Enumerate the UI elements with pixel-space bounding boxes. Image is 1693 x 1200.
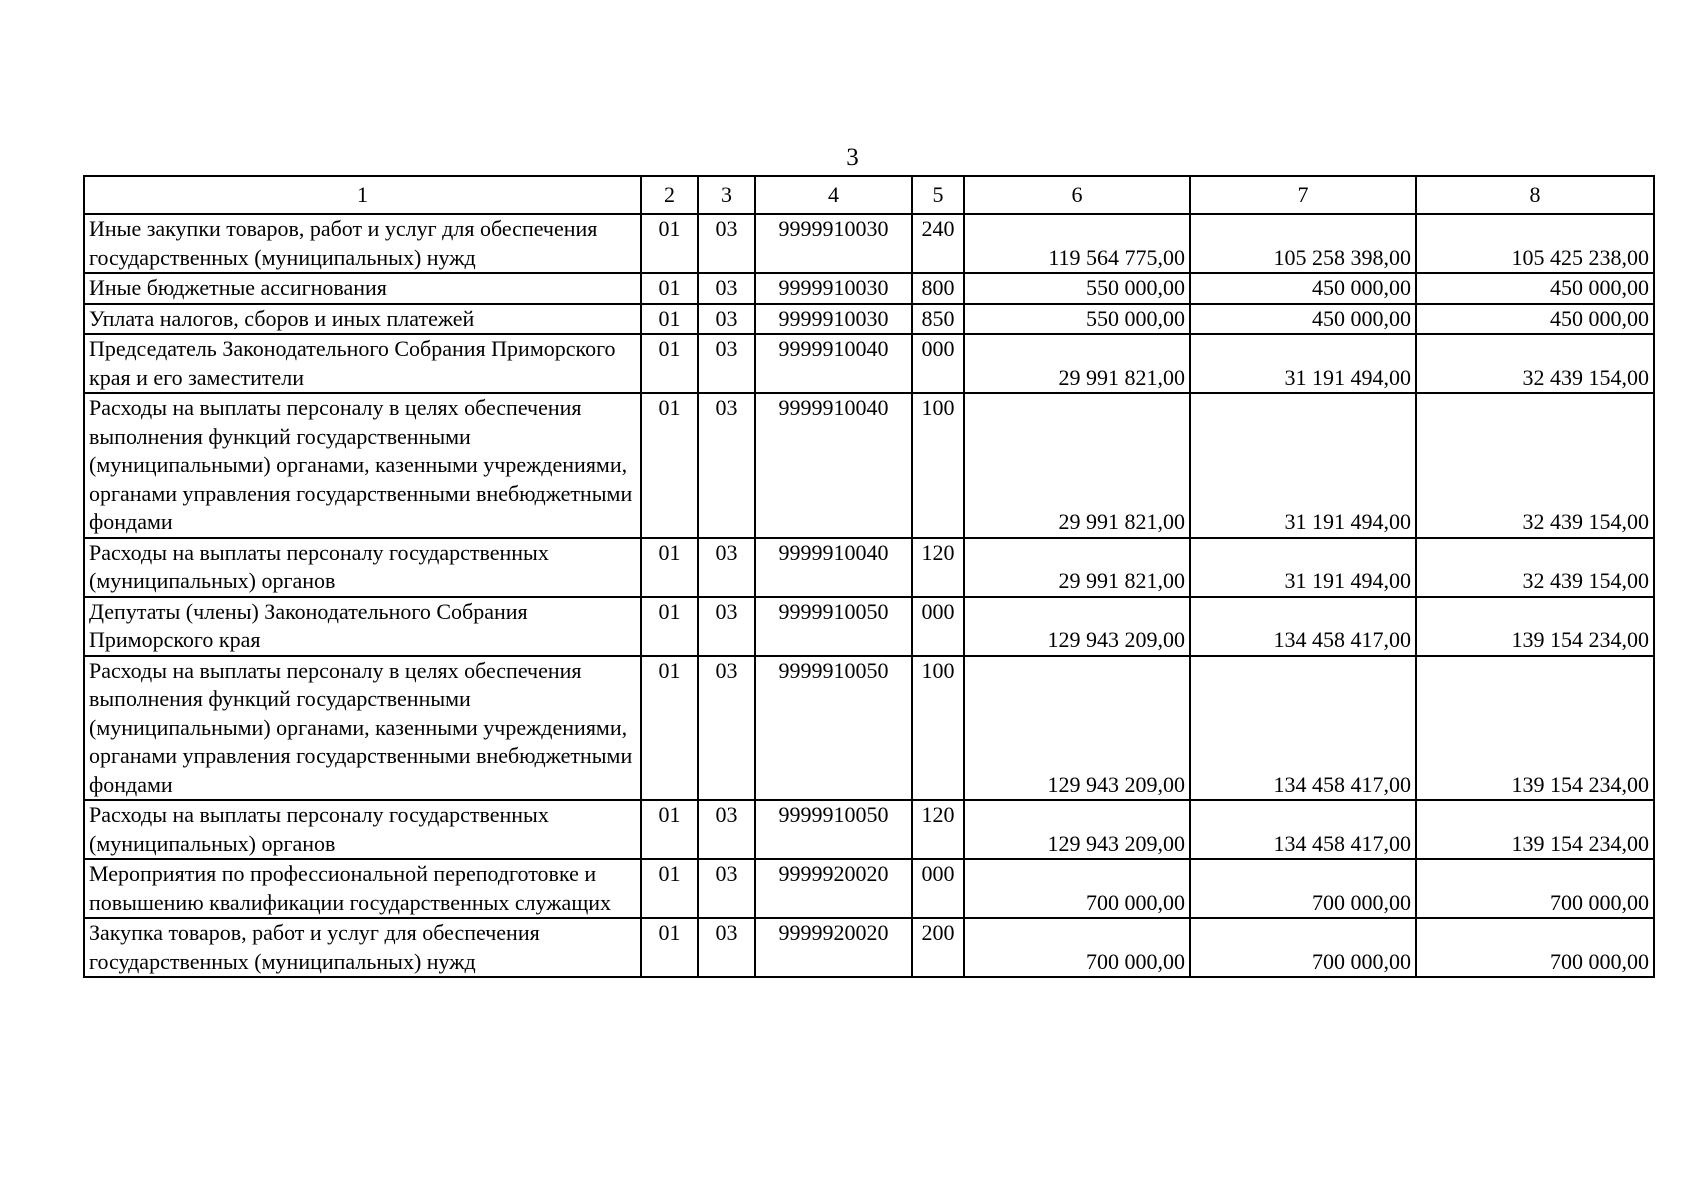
- column-header-8: 8: [1416, 176, 1654, 214]
- row-amount-cell-7: 134 458 417,00: [1190, 597, 1416, 656]
- row-name-cell: Иные бюджетные ассигнования: [84, 273, 641, 304]
- row-expense-type-cell: 100: [912, 393, 964, 538]
- row-section-cell: 01: [641, 273, 698, 304]
- row-amount-cell-6: 129 943 209,00: [964, 597, 1190, 656]
- row-amount-cell-6: 700 000,00: [964, 918, 1190, 977]
- row-name-cell: Расходы на выплаты персоналу государственных (муниципальных) органов: [84, 800, 641, 859]
- table-row: [84, 656, 1654, 801]
- row-name-cell: Мероприятия по профессиональной переподготовке и повышению квалификации государственных служащих: [84, 859, 641, 918]
- row-amount-cell-6: 700 000,00: [964, 859, 1190, 918]
- row-expense-type-cell: 800: [912, 273, 964, 304]
- row-amount-cell-6: 129 943 209,00: [964, 656, 1190, 801]
- table-header-row: [84, 176, 1654, 214]
- column-header-4: 4: [755, 176, 912, 214]
- row-amount-cell-8: 700 000,00: [1416, 859, 1654, 918]
- row-name-cell: Расходы на выплаты персоналу в целях обеспечения выполнения функций государственными (муниципальными) органами, казенными учреждениями, органами управления государственными внебюджетными фондами: [84, 656, 641, 801]
- row-amount-cell-8: 700 000,00: [1416, 918, 1654, 977]
- column-header-2: 2: [641, 176, 698, 214]
- table-row: [84, 393, 1654, 538]
- row-amount-cell-7: 450 000,00: [1190, 273, 1416, 304]
- row-amount-cell-6: 550 000,00: [964, 273, 1190, 304]
- row-target-article-cell: 9999910040: [755, 393, 912, 538]
- row-amount-cell-6: 129 943 209,00: [964, 800, 1190, 859]
- row-amount-cell-6: 29 991 821,00: [964, 538, 1190, 597]
- page-number: 3: [846, 144, 859, 171]
- table-row: [84, 918, 1654, 977]
- row-section-cell: 01: [641, 538, 698, 597]
- row-subsection-cell: 03: [698, 334, 755, 393]
- row-amount-cell-8: 450 000,00: [1416, 273, 1654, 304]
- row-name-cell: Депутаты (члены) Законодательного Собрания Приморского края: [84, 597, 641, 656]
- row-subsection-cell: 03: [698, 538, 755, 597]
- table-row: [84, 859, 1654, 918]
- row-subsection-cell: 03: [698, 656, 755, 801]
- row-expense-type-cell: 000: [912, 334, 964, 393]
- row-target-article-cell: 9999910050: [755, 656, 912, 801]
- table-row: [84, 800, 1654, 859]
- row-amount-cell-6: 119 564 775,00: [964, 214, 1190, 273]
- row-section-cell: 01: [641, 859, 698, 918]
- table-row: [84, 214, 1654, 273]
- row-amount-cell-6: 550 000,00: [964, 304, 1190, 335]
- column-header-7: 7: [1190, 176, 1416, 214]
- row-section-cell: 01: [641, 214, 698, 273]
- table-row: [84, 538, 1654, 597]
- row-section-cell: 01: [641, 304, 698, 335]
- column-header-3: 3: [698, 176, 755, 214]
- row-amount-cell-8: 32 439 154,00: [1416, 334, 1654, 393]
- row-subsection-cell: 03: [698, 393, 755, 538]
- row-target-article-cell: 9999910030: [755, 273, 912, 304]
- table-row: [84, 334, 1654, 393]
- row-subsection-cell: 03: [698, 918, 755, 977]
- row-target-article-cell: 9999920020: [755, 918, 912, 977]
- row-expense-type-cell: 200: [912, 918, 964, 977]
- row-amount-cell-7: 31 191 494,00: [1190, 393, 1416, 538]
- column-header-5: 5: [912, 176, 964, 214]
- row-amount-cell-6: 29 991 821,00: [964, 393, 1190, 538]
- row-amount-cell-7: 31 191 494,00: [1190, 334, 1416, 393]
- row-target-article-cell: 9999910030: [755, 214, 912, 273]
- row-target-article-cell: 9999910050: [755, 597, 912, 656]
- row-amount-cell-7: 105 258 398,00: [1190, 214, 1416, 273]
- table-body: [84, 176, 1654, 977]
- row-amount-cell-8: 32 439 154,00: [1416, 393, 1654, 538]
- row-amount-cell-7: 450 000,00: [1190, 304, 1416, 335]
- row-subsection-cell: 03: [698, 273, 755, 304]
- row-expense-type-cell: 000: [912, 859, 964, 918]
- row-target-article-cell: 9999910040: [755, 334, 912, 393]
- row-section-cell: 01: [641, 393, 698, 538]
- row-target-article-cell: 9999910030: [755, 304, 912, 335]
- row-amount-cell-8: 139 154 234,00: [1416, 800, 1654, 859]
- row-subsection-cell: 03: [698, 304, 755, 335]
- row-amount-cell-6: 29 991 821,00: [964, 334, 1190, 393]
- row-name-cell: Расходы на выплаты персоналу государственных (муниципальных) органов: [84, 538, 641, 597]
- table-row: [84, 597, 1654, 656]
- row-target-article-cell: 9999910040: [755, 538, 912, 597]
- row-amount-cell-7: 31 191 494,00: [1190, 538, 1416, 597]
- row-amount-cell-7: 700 000,00: [1190, 918, 1416, 977]
- row-subsection-cell: 03: [698, 859, 755, 918]
- table-row: [84, 273, 1654, 304]
- row-amount-cell-8: 105 425 238,00: [1416, 214, 1654, 273]
- row-section-cell: 01: [641, 334, 698, 393]
- row-amount-cell-7: 134 458 417,00: [1190, 800, 1416, 859]
- row-amount-cell-8: 139 154 234,00: [1416, 656, 1654, 801]
- row-amount-cell-7: 134 458 417,00: [1190, 656, 1416, 801]
- budget-table: [83, 175, 1655, 978]
- column-header-6: 6: [964, 176, 1190, 214]
- row-expense-type-cell: 850: [912, 304, 964, 335]
- row-name-cell: Уплата налогов, сборов и иных платежей: [84, 304, 641, 335]
- row-section-cell: 01: [641, 656, 698, 801]
- row-name-cell: Председатель Законодательного Собрания Приморского края и его заместители: [84, 334, 641, 393]
- row-amount-cell-8: 32 439 154,00: [1416, 538, 1654, 597]
- row-name-cell: Расходы на выплаты персоналу в целях обеспечения выполнения функций государственными (муниципальными) органами, казенными учреждениями, органами управления государственными внебюджетными фондами: [84, 393, 641, 538]
- row-amount-cell-7: 700 000,00: [1190, 859, 1416, 918]
- row-name-cell: Иные закупки товаров, работ и услуг для обеспечения государственных (муниципальных) нужд: [84, 214, 641, 273]
- row-subsection-cell: 03: [698, 800, 755, 859]
- row-name-cell: Закупка товаров, работ и услуг для обеспечения государственных (муниципальных) нужд: [84, 918, 641, 977]
- row-expense-type-cell: 120: [912, 538, 964, 597]
- row-subsection-cell: 03: [698, 597, 755, 656]
- row-target-article-cell: 9999920020: [755, 859, 912, 918]
- row-amount-cell-8: 450 000,00: [1416, 304, 1654, 335]
- row-section-cell: 01: [641, 800, 698, 859]
- row-expense-type-cell: 000: [912, 597, 964, 656]
- table-row: [84, 304, 1654, 335]
- row-target-article-cell: 9999910050: [755, 800, 912, 859]
- row-expense-type-cell: 120: [912, 800, 964, 859]
- row-expense-type-cell: 100: [912, 656, 964, 801]
- row-section-cell: 01: [641, 597, 698, 656]
- column-header-1: 1: [84, 176, 641, 214]
- row-amount-cell-8: 139 154 234,00: [1416, 597, 1654, 656]
- row-expense-type-cell: 240: [912, 214, 964, 273]
- row-section-cell: 01: [641, 918, 698, 977]
- row-subsection-cell: 03: [698, 214, 755, 273]
